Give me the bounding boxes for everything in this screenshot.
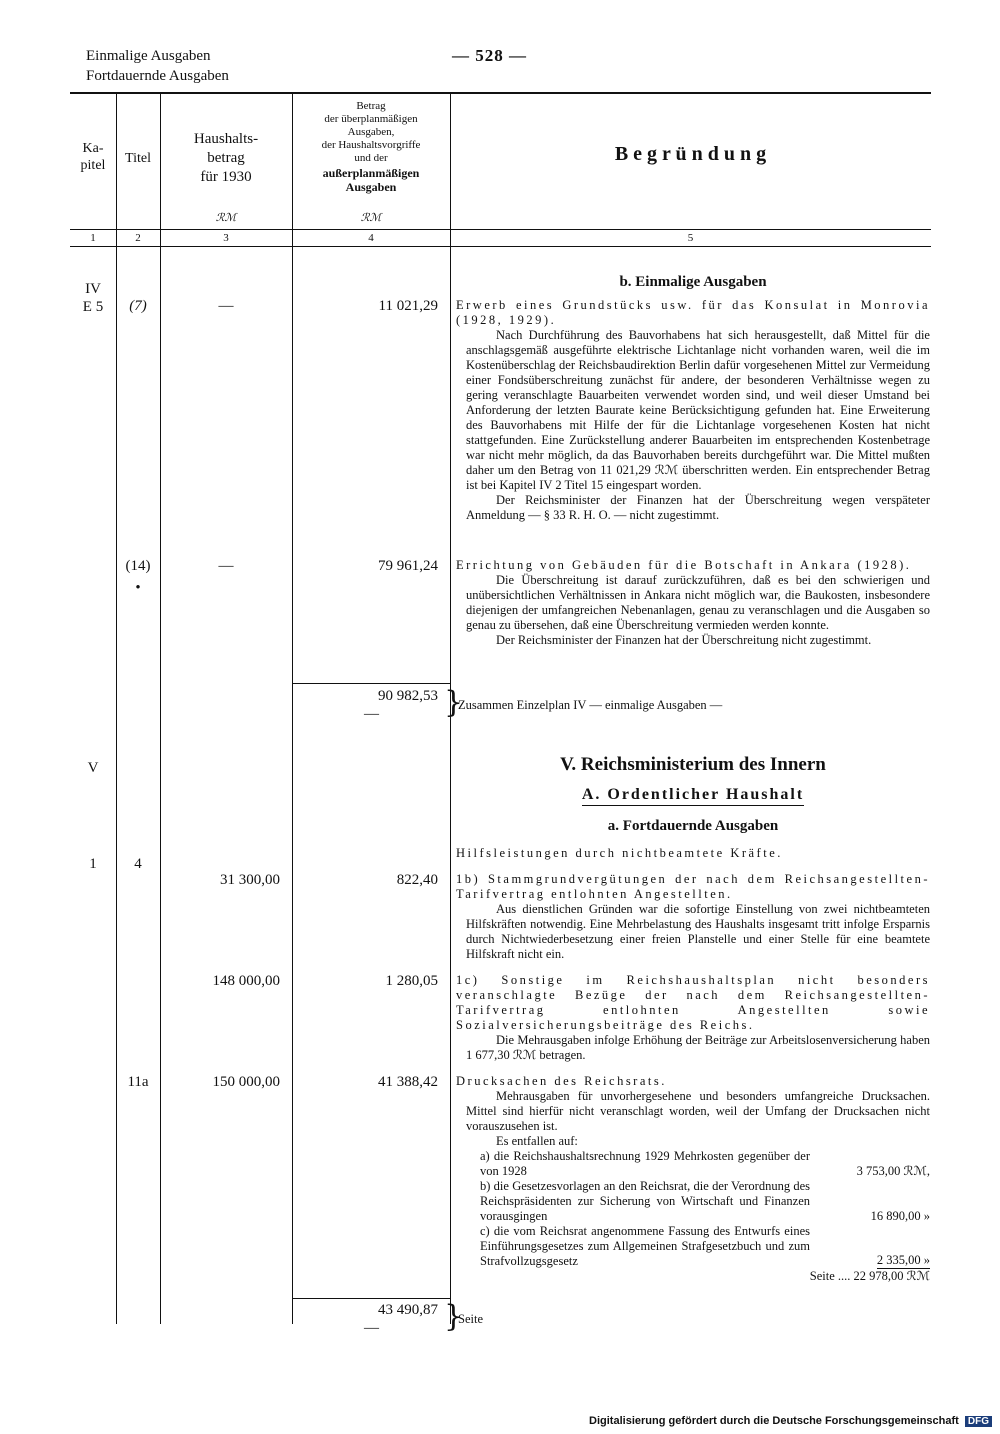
bullet-14: • [135,580,141,596]
col-divider-1 [116,94,117,1324]
entry-11a [456,1074,930,1284]
haushalt-1c: 148 000,00 [212,973,280,989]
brace-icon: } [444,685,464,720]
entry-ankara-text2: Der Reichsminister der Finanzen hat der Überschreitung nicht zugestimmt. [496,633,872,647]
colnum-1: 1 [90,232,96,244]
breakdown-row [480,1149,930,1179]
betrag-11a: 41 388,42 [378,1074,438,1090]
titel-7: (7) [129,298,147,314]
entry-1b [456,872,930,962]
titel-4: 4 [134,856,142,872]
breakdown-label: c) die vom Reichsrat angenommene Fassung des Entwurfs eines Einführungsgesetzes zum Allgemeinen Strafgesetzbuch und zum Strafvollzugsgesetz [480,1224,810,1268]
sum-iv-label: Zusammen Einzelplan IV — einmalige Ausgaben — [458,698,723,712]
hilfs-title: Hilfsleistungen durch nichtbeamtete Kräfte. [456,846,783,860]
colnum-4: 4 [368,232,374,244]
entry-monrovia-text: Nach Durchführung des Bauvorhabens hat sich herausgestellt, daß Mittel für die anschlagsgemäß ausgeführte elektrische Lichtanlage nicht vorhanden waren, weil die im Kostenüberschlag der Reichsbaudirektion Berlin dafür vorgesehenen Mittel zur Vermeidung einer Fondsüberschreitung zunächst für andere, der besonderen Verhältnisse wegen zu gering veranschlagte Bauarbeiten verwendet worden sind, und weil dieser Umstand bei Anforderung der letzten Baurate keine Berücksichtigung gefunden hat. Eine Erweiterung des Bauvorhabens mit Hilfe der für die Lichtanlage vorgesehenen Kosten hat nicht stattgefunden. Eine Zurückstellung anderer Bauarbeiten im entsprechenden Kostenbetrage war nicht mehr möglich, da das Bauvorhaben bereits durchgeführt war. Die Mittel mußten daher um den Betrag von 11 021,29 ℛℳ überschritten werden. Ein entsprechender Betrag ist bei Kapitel IV 2 Titel 15 eingespart worden. [466,328,930,492]
haushalt-11a: 150 000,00 [212,1074,280,1090]
running-header [86,46,229,86]
entry-11a-title: Drucksachen des Reichsrats. [456,1074,667,1088]
kapitel-v: V [87,760,99,776]
entry-1c-title: 1c) Sonstige im Reichshaushaltsplan nicht besonders veranschlagte Bezüge der nach dem Reichsangestellten-Tarifvertrag entlohnten Angestellten sowie Sozialversicherungsbeiträge des Reichs. [456,973,930,1032]
entry-1b-title: 1b) Stammgrundvergütungen der nach dem Reichsangestellten-Tarifvertrag entlohnten Angestellten. [456,872,930,901]
entry-1b-text: Aus dienstlichen Gründen war die sofortige Einstellung von zwei nichtbeamteten Hilfskräften notwendig. Eine Mehrbelastung des Haushalts insgesamt tritt infolge Ersparnis durch Nichtwiederbesetzung einer freien Planstelle und einer Stelle für eine beamtete Hilfskraft nicht ein. [466,902,930,961]
col-haushalt: Haushalts- betrag für 1930 [193,131,259,185]
haushalt-7: — [218,298,234,314]
entry-1c-text: Die Mehrausgaben infolge Erhöhung der Beiträge zur Arbeitslosenversicherung haben 1 677,30 ℛℳ betragen. [466,1033,930,1062]
colnum-5: 5 [687,232,694,244]
header-line-1: Einmalige Ausgaben [86,48,211,64]
kapitel-1: 1 [89,856,97,872]
betrag-1b: 822,40 [396,872,438,888]
entry-1c [456,973,930,1063]
col-titel: Titel [125,151,151,166]
col-kapitel: Ka- pitel [80,141,106,173]
page-sum-label: Seite [458,1312,483,1326]
kapitel-iv: IV E 5 [82,281,104,315]
sum-rule-iv [292,683,450,684]
entry-ankara [456,558,930,648]
entry-monrovia [456,298,930,523]
heading-fortdauernde: a. Fortdauernde Ausgaben [607,818,779,834]
page-sum: 43 490,87 [378,1302,438,1318]
titel-11a: 11a [127,1074,149,1090]
page-sum-dash: — [364,1320,379,1336]
col-betrag-ausserplan: außerplanmäßigen Ausgaben [322,166,420,194]
entry-ankara-title: Errichtung von Gebäuden für die Botschaft in Ankara (1928). [456,558,912,572]
colnum-3: 3 [223,232,229,244]
header-line-2: Fortdauernde Ausgaben [86,68,229,84]
entry-ankara-text: Die Überschreitung ist darauf zurückzuführen, daß es bei den schwierigen und unübersichtlichen Verhältnissen in Ankara nicht möglich war, die Baukosten, insbesondere diejenigen der umfangreichen Nebenanlagen, genau zu veranschlagen und die Ausgaben so genau zu übersehen, daß eine Überschreitung vermieden werden konnte. [466,573,930,632]
breakdown-label: a) die Reichshaushaltsrechnung 1929 Mehrkosten gegenüber der von 1928 [480,1149,810,1178]
footer-credit [589,1415,992,1427]
colnum-rule [70,246,931,247]
entry-monrovia-title: Erwerb eines Grundstücks usw. für das Konsulat in Monrovia (1928, 1929). [456,298,930,327]
entry-11a-intro: Es entfallen auf: [496,1134,578,1148]
entry-monrovia-text2: Der Reichsminister der Finanzen hat der Überschreitung wegen verspäteter Anmeldung — § 33 R. H. O. — nicht zugestimmt. [466,493,930,522]
page-number: — 528 — [452,46,527,65]
entry-11a-text: Mehrausgaben für unvorhergesehene und besonders umfangreiche Drucksachen. Mittel sind hierfür nicht veranschlagt worden, weil der Umfang der Drucksachen nicht vorauszusehen ist. [466,1089,930,1133]
brace-icon: } [444,1299,464,1334]
breakdown-row [480,1224,930,1269]
sum-iv-dash: — [364,706,379,722]
col-begruendung: B e g r ü n d u n g [614,143,767,165]
col-divider-3 [292,94,293,1324]
haushalt-1b: 31 300,00 [220,872,280,888]
col-divider-2 [160,94,161,1324]
heading-reichsministerium: V. Reichsministerium des Innern [560,754,826,775]
betrag-1c: 1 280,05 [385,973,438,989]
footer-text: Digitalisierung gefördert durch die Deutsche Forschungsgemeinschaft [589,1415,959,1427]
entry-11a-breakdown [456,1149,930,1284]
heading-ordentlicher [456,786,930,804]
dfg-logo-icon: DFG [965,1416,992,1427]
betrag-14: 79 961,24 [378,558,438,574]
heading-einmalige: b. Einmalige Ausgaben [619,274,767,290]
breakdown-row [480,1179,930,1224]
betrag-7: 11 021,29 [378,298,438,314]
haushalt-14: — [218,558,234,574]
breakdown-label: b) die Gesetzesvorlagen an den Reichsrat, die der Verordnung des Reichspräsidenten zur Sicherung von Wirtschaft und Finanzen vorausgingen [480,1179,810,1223]
col-betrag: Betrag der überplanmäßigen Ausgaben, der Haushaltsvorgriffe und der [321,100,421,164]
breakdown-amount: 3 753,00 ℛℳ, [856,1164,930,1178]
breakdown-total-amount: 22 978,00 ℛℳ [853,1269,930,1283]
header-rule [70,229,931,230]
breakdown-amount: 2 335,00 » [876,1253,930,1267]
col-haushalt-unit: ℛℳ [215,212,237,224]
breakdown-amount: 16 890,00 » [870,1209,930,1223]
col-betrag-unit: ℛℳ [360,212,382,224]
sum-rule-page [292,1298,450,1299]
titel-14: (14) [125,558,151,574]
breakdown-total-label: Seite .... [809,1269,851,1283]
breakdown-total [480,1269,930,1284]
heading-ordentlicher-text: A. Ordentlicher Haushalt [582,786,804,806]
sum-iv: 90 982,53 [378,688,438,704]
colnum-2: 2 [135,232,141,244]
table-top-rule [70,92,931,94]
